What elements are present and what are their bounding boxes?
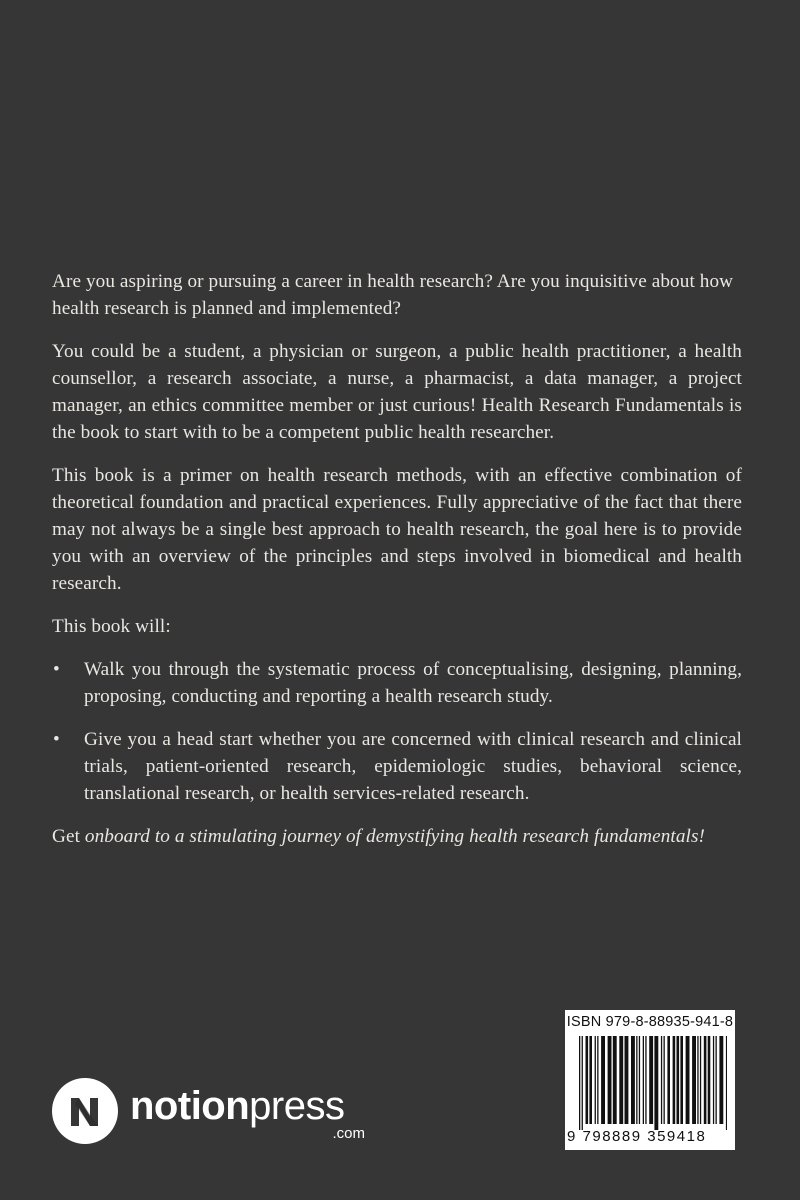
barcode-bar xyxy=(601,1036,605,1124)
audience-paragraph: You could be a student, a physician or surgeon, a public health practitioner, a health counsellor, a research associate, a nurse, a pharmacist, a data manager, a project manager, an ethics committee member or just curious! Health Research Fundamentals is the book to start with to be a competent public health researcher. xyxy=(52,341,742,443)
barcode-bar xyxy=(582,1036,583,1130)
bullet-text: Give you a head start whether you are concerned with clinical research and clinical trials, patient-oriented research, epidemiologic studies, behavioral science, translational research, or health services-related research. xyxy=(84,729,742,804)
barcode-bar xyxy=(597,1036,598,1124)
publisher-name-bold: notion xyxy=(130,1084,250,1128)
barcode-bar xyxy=(645,1036,646,1124)
book-will-heading: This book will: xyxy=(52,616,171,637)
barcode-bar xyxy=(586,1036,589,1124)
barcode-bar xyxy=(708,1036,711,1124)
isbn-barcode xyxy=(565,1010,735,1150)
barcode-bar xyxy=(680,1036,683,1124)
bullet-icon: • xyxy=(53,659,60,680)
barcode-bar xyxy=(589,1036,592,1124)
ean-digits: 9 798889 359418 xyxy=(567,1128,707,1145)
publisher-logo xyxy=(52,1073,370,1149)
barcode-bar xyxy=(667,1036,670,1124)
barcode-bar xyxy=(654,1036,658,1130)
barcode-bar xyxy=(631,1036,635,1124)
barcode-bar xyxy=(608,1036,612,1124)
barcode-bar xyxy=(643,1036,644,1124)
intro-paragraph: Are you aspiring or pursuing a career in health research? Are you inquisitive about how health research is planned and implemented? xyxy=(52,271,734,319)
barcode-bar xyxy=(719,1036,723,1124)
barcode-bar xyxy=(686,1036,690,1124)
list-item xyxy=(52,656,742,710)
barcode-bar xyxy=(613,1036,617,1124)
bullet-icon: • xyxy=(53,729,60,750)
barcode-bar xyxy=(716,1036,717,1124)
closing-italic-text: onboard to a stimulating journey of demystifying health research fundamentals! xyxy=(84,826,706,847)
barcode-bar xyxy=(677,1036,680,1124)
barcode-bar xyxy=(661,1036,662,1124)
closing-line xyxy=(52,823,742,850)
barcode-bars xyxy=(579,1036,727,1130)
bullet-text: Walk you through the systematic process of conceptualising, designing, planning, proposing, conducting and reporting a health research study. xyxy=(84,659,742,707)
barcode-bar xyxy=(673,1036,676,1124)
primer-paragraph: This book is a primer on health research methods, with an effective combination of theoretical foundation and practical experiences. Fully appreciative of the fact that there may not always be a single best approach to health research, the goal here is to provide you with an overview of the principles and steps involved in biomedical and health research. xyxy=(52,465,742,594)
publisher-wordmark xyxy=(130,1078,370,1144)
isbn-label: ISBN 979-8-88935-941-8 xyxy=(566,1014,734,1030)
publisher-name xyxy=(130,1086,344,1126)
barcode-bar xyxy=(692,1036,696,1124)
publisher-name-regular: press xyxy=(249,1084,345,1128)
barcode-bar xyxy=(619,1036,623,1124)
back-cover-blurb xyxy=(52,268,742,866)
barcode-bar xyxy=(697,1036,698,1124)
barcode-bar xyxy=(625,1036,629,1124)
barcode-bar xyxy=(579,1036,580,1130)
barcode-bar xyxy=(713,1036,714,1124)
barcode-bar xyxy=(704,1036,707,1124)
barcode-bar xyxy=(595,1036,596,1124)
barcode-bar xyxy=(649,1036,653,1124)
closing-plain-text: Get xyxy=(52,826,85,847)
list-item xyxy=(52,726,742,807)
barcode-bar xyxy=(636,1036,637,1124)
notionpress-n-logo-icon xyxy=(52,1078,118,1144)
barcode-bar xyxy=(726,1036,727,1130)
barcode-bar xyxy=(639,1036,640,1124)
barcode-bar xyxy=(664,1036,665,1124)
barcode-bar xyxy=(700,1036,701,1124)
benefits-list xyxy=(52,656,742,807)
publisher-domain: .com xyxy=(332,1125,365,1142)
